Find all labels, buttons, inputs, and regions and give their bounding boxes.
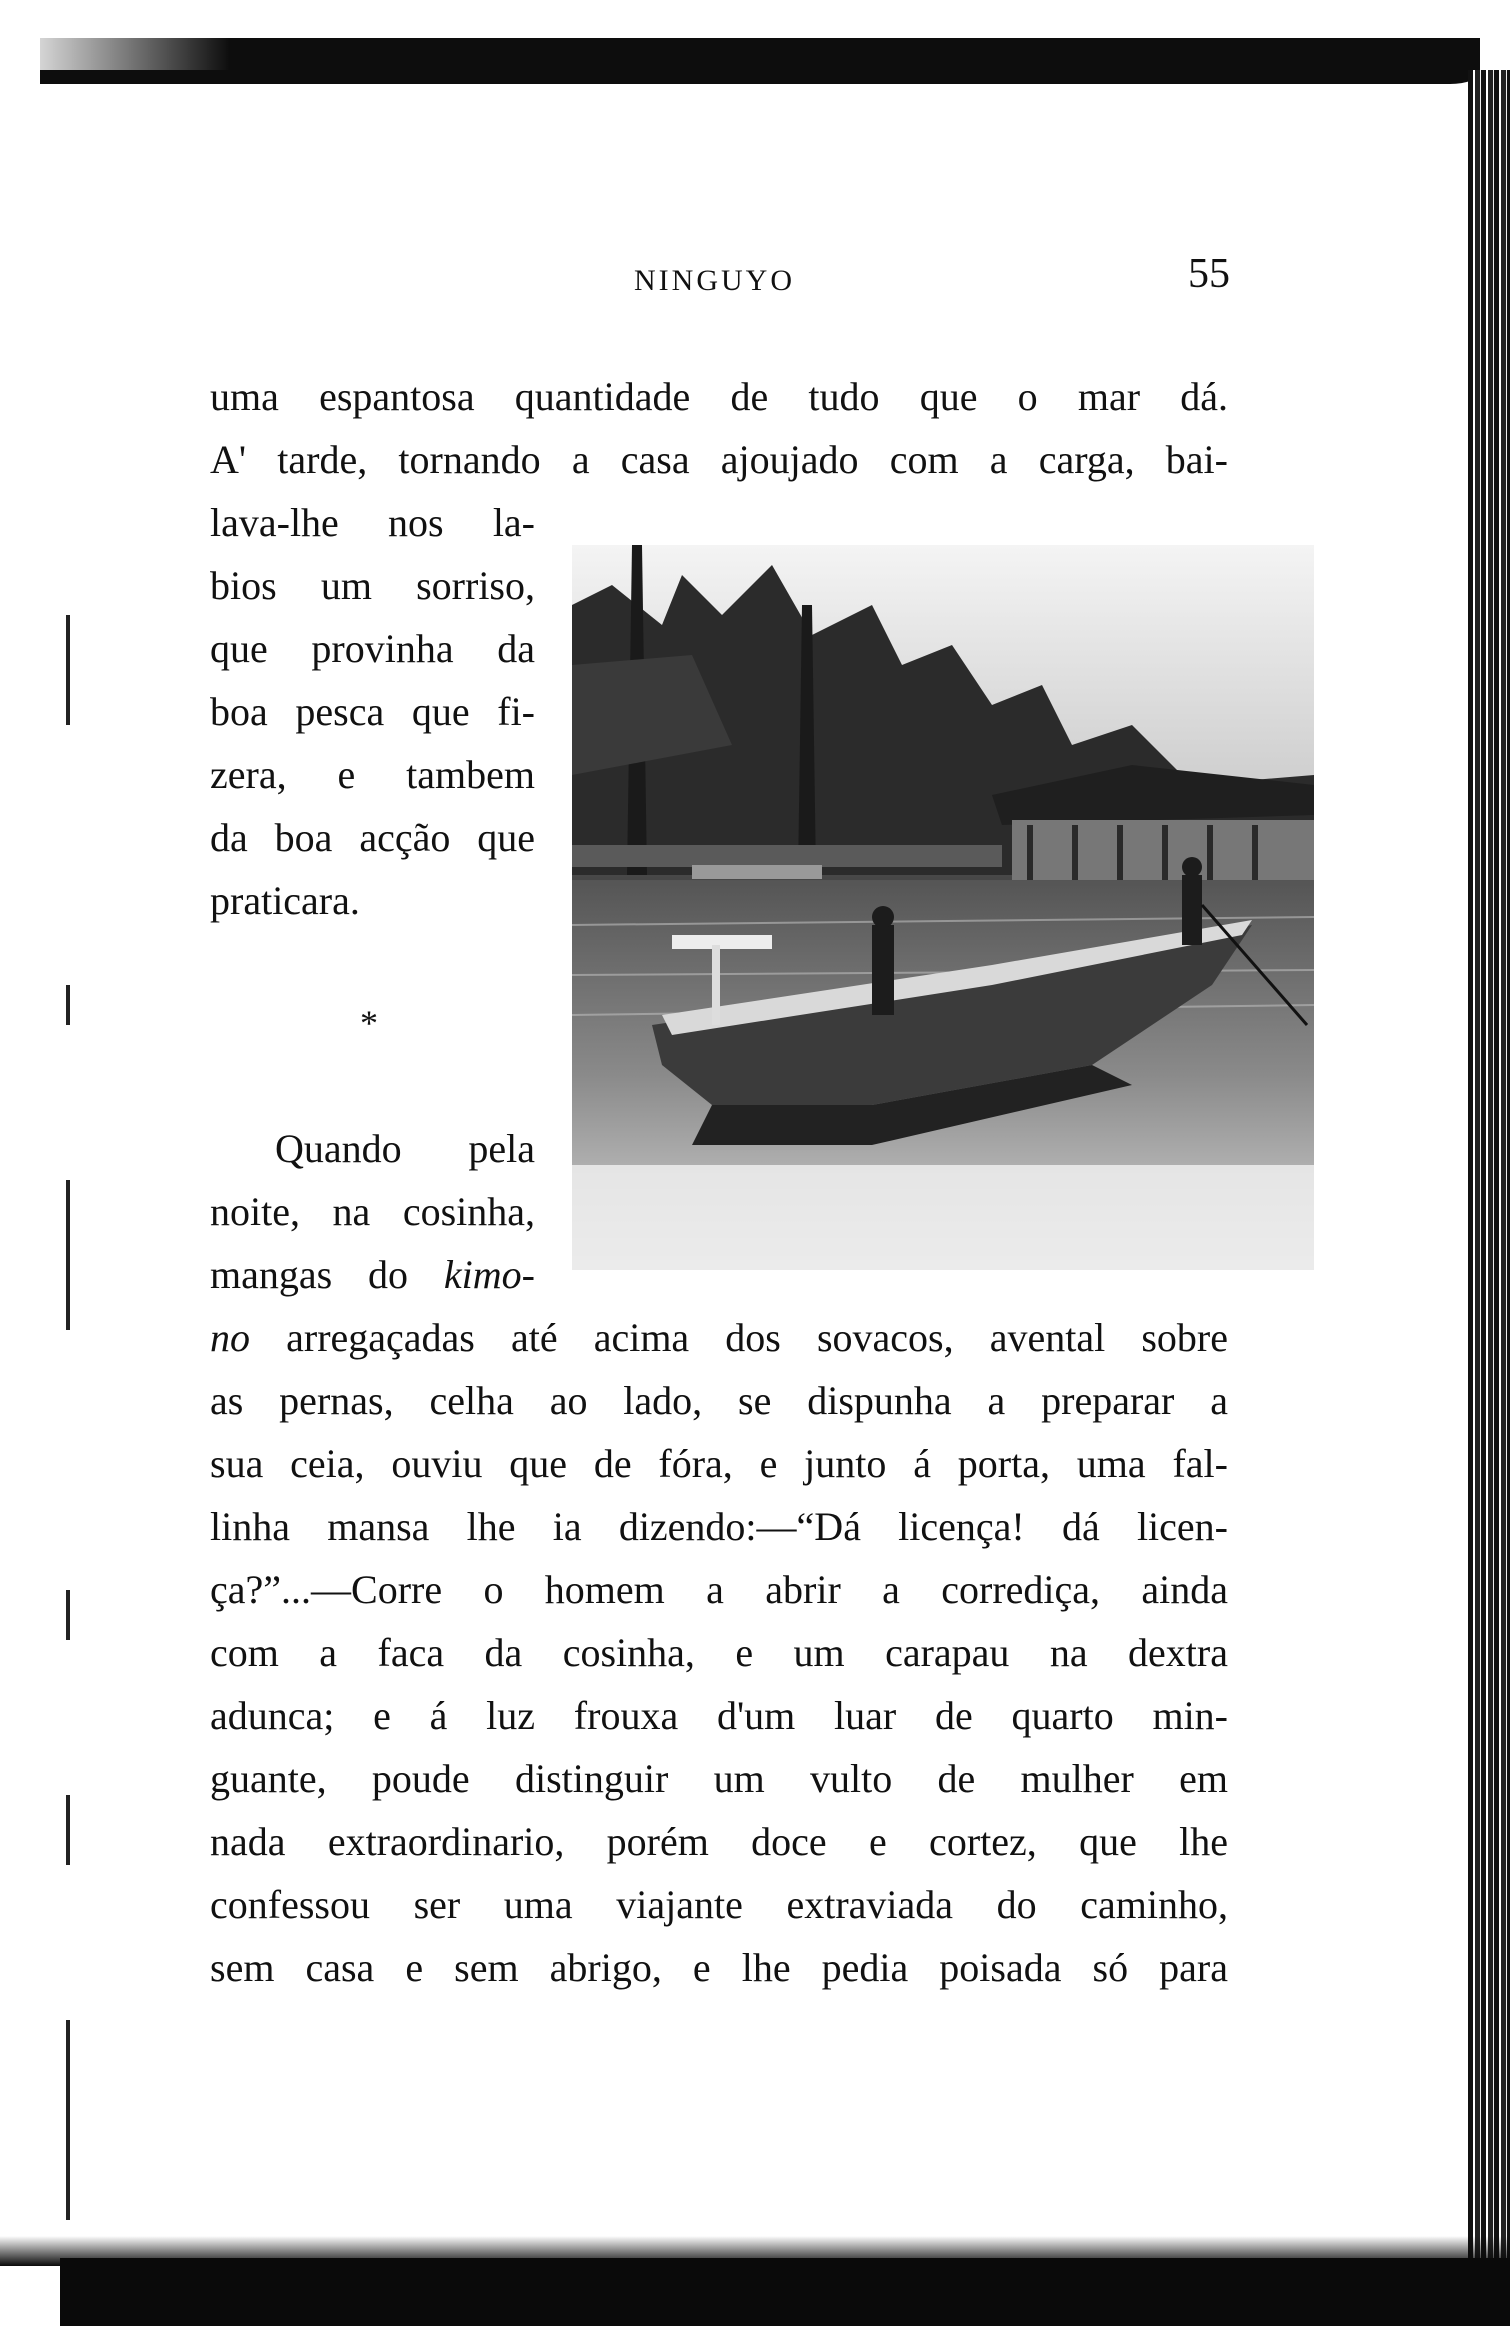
margin-mark bbox=[66, 1795, 70, 1865]
text-line: uma espantosa quantidade de tudo que o mar dá. bbox=[210, 374, 1228, 419]
text-line bbox=[210, 1311, 1228, 1365]
scan-edge-top bbox=[40, 38, 1480, 84]
text-fragment: arregaçadas até acima dos sovacos, avental sobre bbox=[250, 1315, 1228, 1360]
text-line: que provinha da bbox=[210, 626, 535, 671]
italic-term: kimo- bbox=[443, 1252, 535, 1297]
text-line: praticara. bbox=[210, 878, 360, 923]
text-line: boa pesca que fi- bbox=[210, 689, 535, 734]
text-line: nada extraordinario, porém doce e cortez, que lhe bbox=[210, 1819, 1228, 1864]
margin-mark bbox=[66, 1180, 70, 1330]
text-line: ça?”...—Corre o homem a abrir a corrediça, ainda bbox=[210, 1567, 1228, 1612]
text-line: as pernas, celha ao lado, se dispunha a preparar a bbox=[210, 1378, 1228, 1423]
text-line: da boa acção que bbox=[210, 815, 535, 860]
text-line bbox=[210, 1248, 535, 1302]
text-line: com a faca da cosinha, e um carapau na dextra bbox=[210, 1630, 1228, 1675]
text-line: bios um sorriso, bbox=[210, 563, 535, 608]
text-line: noite, na cosinha, bbox=[210, 1189, 535, 1234]
margin-mark bbox=[66, 615, 70, 725]
text-line: confessou ser uma viajante extraviada do caminho, bbox=[210, 1882, 1228, 1927]
scan-edge-bottom bbox=[60, 2258, 1510, 2326]
page-number: 55 bbox=[1188, 251, 1230, 297]
margin-mark bbox=[66, 985, 70, 1025]
text-line: lava-lhe nos la- bbox=[210, 500, 535, 545]
page-header bbox=[210, 250, 1230, 310]
text-line: A' tarde, tornando a casa ajoujado com a carga, bai- bbox=[210, 437, 1228, 482]
running-title: NINGUYO bbox=[634, 264, 795, 297]
text-line: Quando pela bbox=[275, 1126, 535, 1171]
text-fragment: mangas do bbox=[210, 1252, 444, 1297]
text-line: sem casa e sem abrigo, e lhe pedia poisada só para bbox=[210, 1945, 1228, 1990]
text-line: guante, poude distinguir um vulto de mulher em bbox=[210, 1756, 1228, 1801]
photo-illustration bbox=[572, 545, 1314, 1270]
text-line: adunca; e á luz frouxa d'um luar de quarto min- bbox=[210, 1693, 1228, 1738]
text-line: zera, e tambem bbox=[210, 752, 535, 797]
section-separator: * bbox=[360, 1003, 378, 1043]
photograph-boat-on-lake bbox=[572, 545, 1314, 1270]
scan-edge-right bbox=[1468, 70, 1510, 2326]
scan-edge-top-fade bbox=[0, 0, 230, 70]
italic-term: no bbox=[210, 1315, 250, 1360]
margin-mark bbox=[66, 2020, 70, 2220]
text-line: linha mansa lhe ia dizendo:—“Dá licença! dá licen- bbox=[210, 1504, 1228, 1549]
text-line: sua ceia, ouviu que de fóra, e junto á porta, uma fal- bbox=[210, 1441, 1228, 1486]
margin-mark bbox=[66, 1590, 70, 1640]
